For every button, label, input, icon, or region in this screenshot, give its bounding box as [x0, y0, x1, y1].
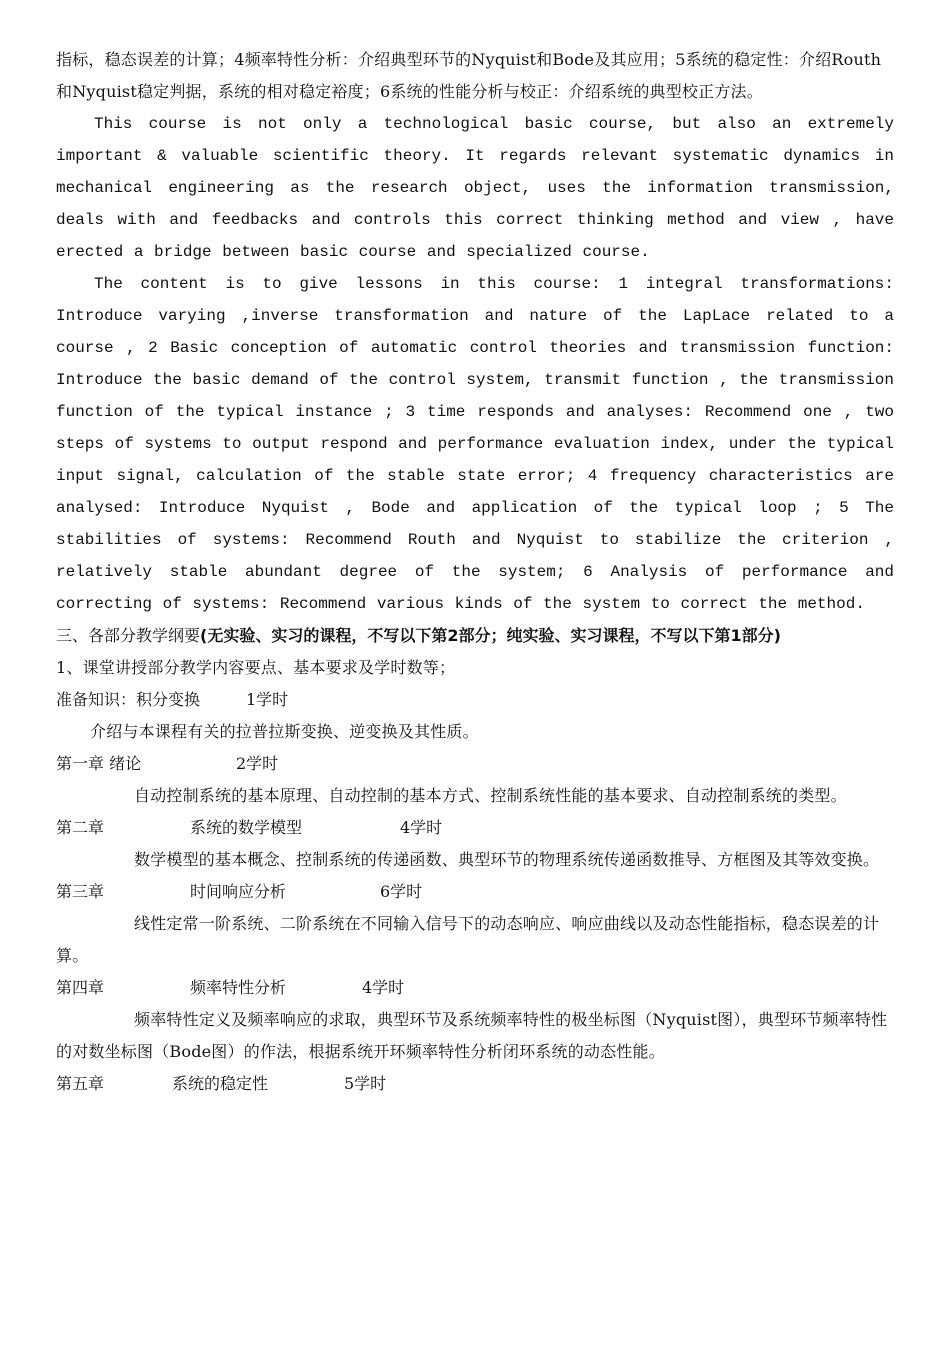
chapter-5-label: 第五章	[56, 1074, 105, 1093]
prep-heading	[56, 684, 894, 716]
chapter-2-hours: 4学时	[400, 818, 443, 837]
chapter-1-hours: 2学时	[236, 754, 279, 773]
chapter-2-label: 第二章	[56, 818, 105, 837]
chapter-5-title: 系统的稳定性	[172, 1074, 269, 1093]
section-3-title: 三、各部分教学纲要	[56, 626, 201, 645]
chapter-3-hours: 6学时	[380, 882, 423, 901]
prep-title: 准备知识：积分变换	[56, 690, 201, 709]
chapter-3-description: 线性定常一阶系统、二阶系统在不同输入信号下的动态响应、响应曲线以及动态性能指标，稳态误差的计算。	[56, 914, 880, 965]
prep-description: 介绍与本课程有关的拉普拉斯变换、逆变换及其性质。	[90, 722, 479, 741]
chapter-4-title: 频率特性分析	[190, 978, 287, 997]
chapter-1-heading	[56, 748, 894, 780]
chapter-3-label: 第三章	[56, 882, 105, 901]
document-page	[56, 44, 894, 1100]
paragraph-chinese-summary-end: 指标，稳态误差的计算；4频率特性分析：介绍典型环节的Nyquist和Bode及其应用；5系统的稳定性：介绍Routh和Nyquist稳定判据，系统的相对稳定裕度；6系统的性能分析与校正：介绍系统的典型校正方法。	[56, 50, 882, 101]
chapter-1-description: 自动控制系统的基本原理、自动控制的基本方式、控制系统性能的基本要求、自动控制系统的类型。	[134, 786, 847, 805]
paragraph-english-content: The content is to give lessons in this course: 1 integral transformations: Introduce varying ,inverse transformation and nature of the LapLace related to a course , 2 Basic conception of automatic control theories and transmission function: Introduce the basic demand of the control system, transmit function , the transmission function of the typical instance ; 3 time responds and analyses: Recommend one , two steps of systems to output respond and performance evaluation index, under the typical input signal, calculation of the stable state error; 4 frequency characteristics are analysed: Introduce Nyquist , Bode and application of the typical loop ; 5 The stabilities of systems: Recommend Routh and Nyquist to stabilize the criterion , relatively stable abundant degree of the system; 6 Analysis of performance and correcting of systems: Recommend various kinds of the system to correct the method.	[56, 275, 894, 613]
section-3-note: (无实验、实习的课程，不写以下第2部分；纯实验、实习课程，不写以下第1部分)	[200, 626, 781, 645]
chapter-4-description: 频率特性定义及频率响应的求取，典型环节及系统频率特性的极坐标图（Nyquist图），典型环节频率特性的对数坐标图（Bode图）的作法，根据系统开环频率特性分析闭环系统的动态性能。	[56, 1010, 888, 1061]
chapter-2-heading	[56, 812, 894, 844]
chapter-1-title: 第一章 绪论	[56, 754, 142, 773]
chapter-4-hours: 4学时	[362, 978, 405, 997]
chapter-4-label: 第四章	[56, 978, 105, 997]
chapter-2-description: 数学模型的基本概念、控制系统的传递函数、典型环节的物理系统传递函数推导、方框图及其等效变换。	[134, 850, 880, 869]
chapter-3-title: 时间响应分析	[190, 882, 287, 901]
prep-hours: 1学时	[246, 690, 289, 709]
chapter-5-hours: 5学时	[344, 1074, 387, 1093]
chapter-4-heading	[56, 972, 894, 1004]
paragraph-english-intro: This course is not only a technological basic course, but also an extremely important & valuable scientific theory. It regards relevant systematic dynamics in mechanical engineering as the research object, uses the information transmission, deals with and feedbacks and controls this correct thinking method and view , have erected a bridge between basic course and specialized course.	[56, 115, 894, 261]
chapter-5-heading	[56, 1068, 894, 1100]
subsection-1-heading: 1、课堂讲授部分教学内容要点、基本要求及学时数等；	[56, 658, 456, 677]
section-3-heading	[56, 620, 894, 652]
chapter-3-heading	[56, 876, 894, 908]
chapter-2-title: 系统的数学模型	[190, 818, 303, 837]
